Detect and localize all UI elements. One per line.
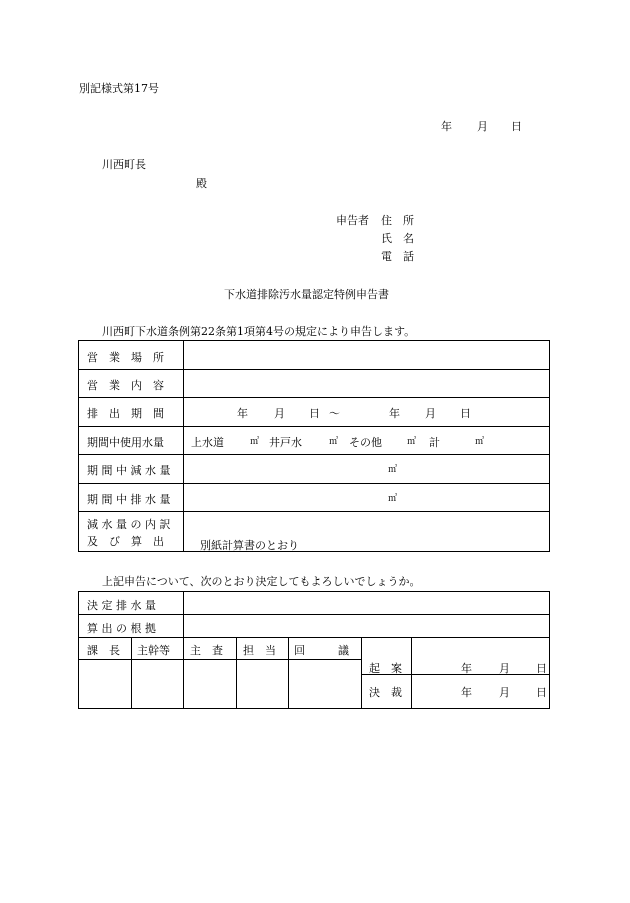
date-day: 日 (511, 120, 522, 133)
header-in-charge: 担 当 (243, 644, 276, 657)
label-reduction: 期 間 中 減 水 量 (87, 464, 171, 477)
form-number: 別記様式第17号 (79, 82, 159, 95)
label-discharge-period: 排 出 期 間 (87, 407, 164, 420)
usage-unit-1: ㎥ (250, 437, 260, 447)
addressee: 川西町長 (102, 158, 146, 171)
usage-unit-2: ㎥ (329, 437, 339, 447)
honorific: 殿 (196, 177, 207, 190)
date-month: 月 (477, 120, 488, 133)
basis-label: 算 出 の 根 拠 (87, 622, 156, 635)
applicant-label: 申告者 (336, 214, 369, 227)
label-discharge: 期 間 中 排 水 量 (87, 493, 171, 506)
approved-month: 月 (499, 686, 510, 699)
period-year-1: 年 (237, 407, 248, 420)
applicant-name-label: 氏 名 (381, 232, 414, 245)
discharge-unit: ㎥ (388, 494, 398, 504)
drafted-month: 月 (499, 662, 510, 675)
period-month-2: 月 (425, 407, 436, 420)
header-circulation: 回 議 (294, 644, 349, 657)
drafted-year: 年 (461, 662, 472, 675)
usage-other: その他 (349, 436, 382, 449)
approved-year: 年 (461, 686, 472, 699)
breakdown-value: 別紙計算書のとおり (200, 539, 299, 552)
decided-volume-label: 決 定 排 水 量 (87, 599, 156, 612)
drafted-label: 起 案 (369, 662, 402, 675)
drafted-day: 日 (536, 662, 547, 675)
reduction-unit: ㎥ (388, 465, 398, 475)
date-year: 年 (441, 120, 452, 133)
intro-text: 川西町下水道条例第22条第1項第4号の規定により申告します。 (102, 325, 416, 338)
approved-label: 決 裁 (369, 686, 402, 699)
period-year-2: 年 (389, 407, 400, 420)
applicant-address-label: 住 所 (381, 214, 414, 227)
period-day-2: 日 (460, 407, 471, 420)
label-business-location: 営 業 場 所 (87, 351, 164, 364)
header-chief-officer: 主幹等 (137, 644, 170, 657)
decision-intro: 上記申告について、次のとおり決定してもよろしいでしょうか。 (102, 575, 421, 588)
label-water-usage: 期間中使用水量 (87, 436, 164, 449)
header-section-chief: 課 長 (87, 644, 120, 657)
period-month-1: 月 (274, 407, 285, 420)
header-inspector: 主 査 (190, 644, 223, 657)
usage-total: 計 (429, 436, 440, 449)
decision-table (78, 591, 550, 709)
label-business-content: 営 業 内 容 (87, 379, 164, 392)
usage-unit-4: ㎥ (475, 437, 485, 447)
applicant-phone-label: 電 話 (381, 250, 414, 263)
usage-well: 井戸水 (269, 436, 302, 449)
approved-day: 日 (536, 686, 547, 699)
main-table (78, 340, 550, 552)
usage-unit-3: ㎥ (407, 437, 417, 447)
period-day-1: 日 (309, 407, 320, 420)
period-tilde: ～ (329, 407, 340, 420)
usage-water-supply: 上水道 (191, 436, 224, 449)
label-breakdown-2: 及 び 算 出 (87, 535, 164, 548)
label-breakdown-1: 減 水 量 の 内 訳 (87, 518, 171, 531)
document-title: 下水道排除汚水量認定特例申告書 (224, 288, 389, 301)
